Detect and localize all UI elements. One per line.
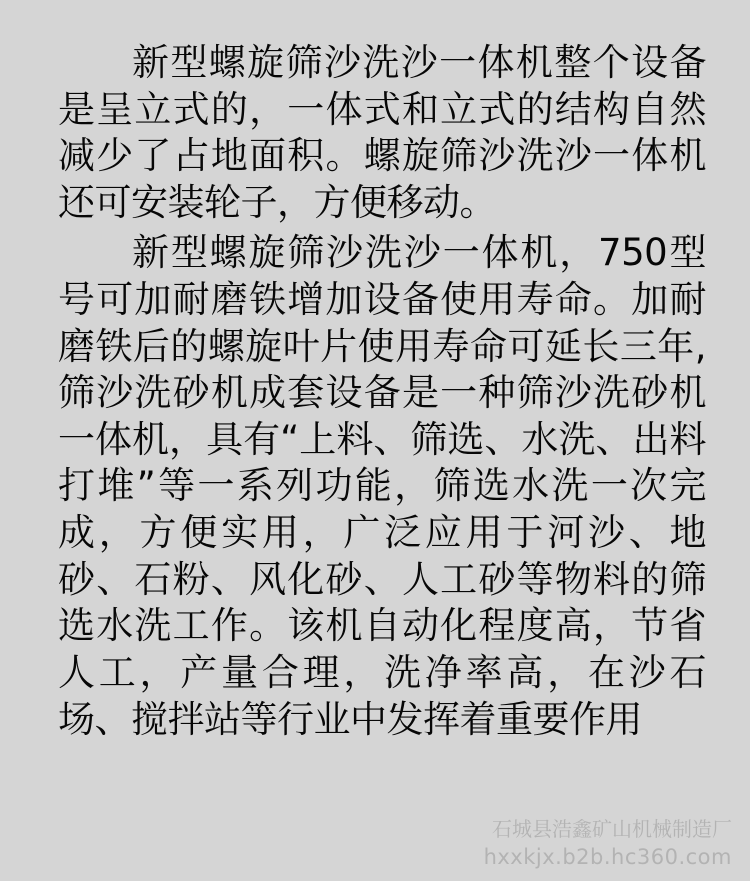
paragraph-2: 新型螺旋筛沙洗沙一体机，750型号可加耐磨铁增加设备使用寿命。加耐磨铁后的螺旋叶片使用寿命可延长三年,筛沙洗砂机成套设备是一种筛沙洗砂机一体机，具有“上料、筛选、水洗、出料打堆”等一系列功能，筛选水洗一次完成，方便实用，广泛应用于河沙、地砂、石粉、风化砂、人工砂等物料的筛选水洗工作。该机自动化程度高，节省人工，产量合理，洗净率高，在沙石场、搅拌站等行业中发挥着重要作用: [58, 231, 706, 741]
watermark-company: 石城县浩鑫矿山机械制造厂: [492, 816, 732, 841]
watermark-site: hxxkjx.b2b.hc360.com: [483, 844, 732, 869]
paragraph-1: 新型螺旋筛沙洗沙一体机整个设备是呈立式的，一体式和立式的结构自然减少了占地面积。螺旋筛沙洗沙一体机还可安装轮子，方便移动。: [58, 41, 706, 224]
watermark: [484, 816, 732, 871]
